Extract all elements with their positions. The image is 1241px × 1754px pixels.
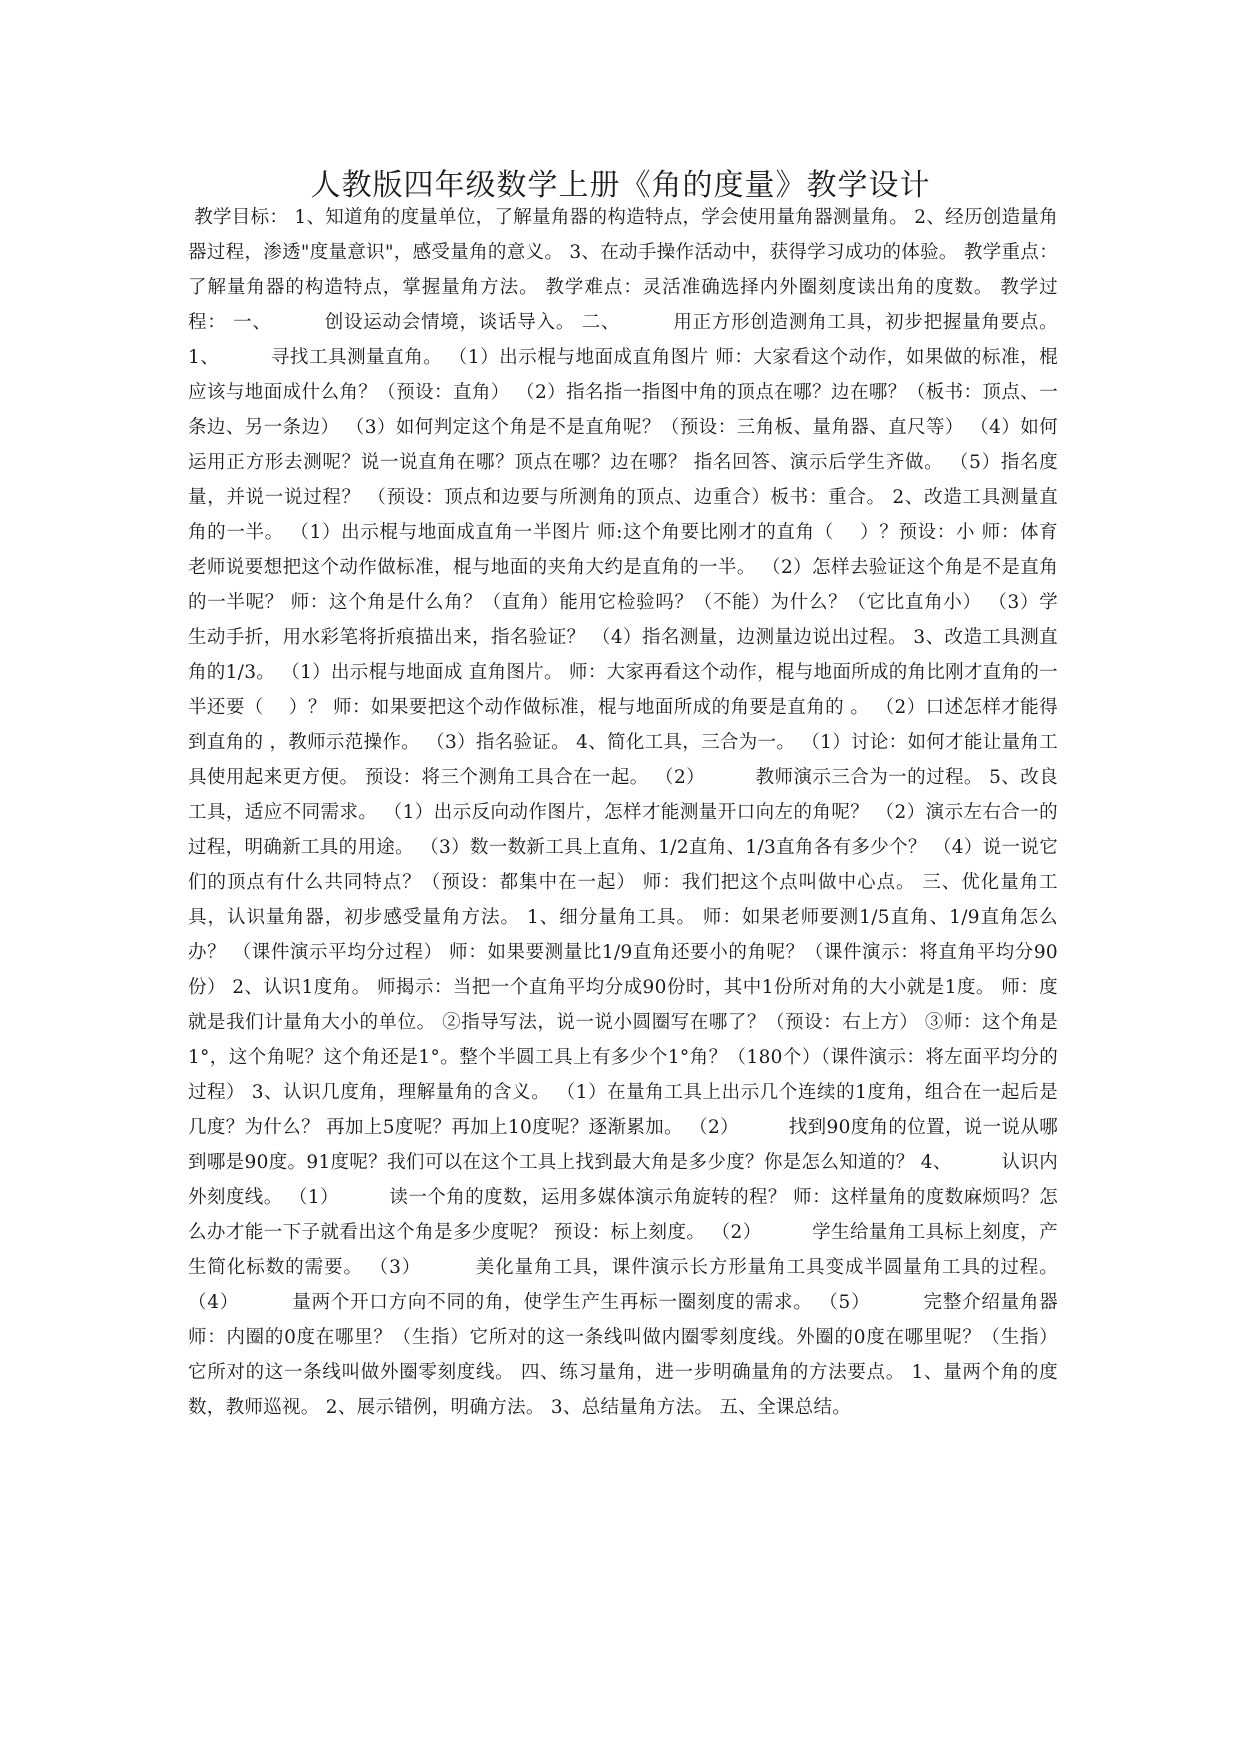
- document-title: 人教版四年级数学上册《角的度量》教学设计: [310, 168, 931, 203]
- document-body: 教学目标： 1、知道角的度量单位，了解量角器的构造特点，学会使用量角器测量角。 2、经历创造量角器过程，渗透"度量意识"，感受量角的意义。 3、在动手操作活动中，获得学习成功的体验。 教学重点：了解量角器的构造特点，掌握量角方法。 教学难点：灵活准确选择内外圈刻度读出角的度数。 教学过程： 一、 创设运动会情境，谈话导入。 二、 用正方形创造测角工具，初步把握量角要点。 1、 寻找工具测量直角。 （1）出示棍与地面成直角图片 师：大家看这个动作，如果做的标准，棍应该与地面成什么角？（预设：直角） （2）指名指一指图中角的顶点在哪？边在哪？（板书：顶点、一条边、另一条边） （3）如何判定这个角是不是直角呢？（预设：三角板、量角器、直尺等） （4）如何运用正方形去测呢？说一说直角在哪？顶点在哪？边在哪？ 指名回答、演示后学生齐做。 （5）指名度量，并说一说过程？ （预设：顶点和边要与所测角的顶点、边重合）板书：重合。 2、改造工具测量直角的一半。 （1）出示棍与地面成直角一半图片 师:这个角要比刚才的直角（ ）？预设：小 师：体育老师说要想把这个动作做标准，棍与地面的夹角大约是直角的一半。 （2）怎样去验证这个角是不是直角的一半呢？ 师：这个角是什么角？（直角）能用它检验吗？（不能）为什么？（它比直角小） （3）学生动手折，用水彩笔将折痕描出来，指名验证？ （4）指名测量，边测量边说出过程。 3、改造工具测直角的1/3。 （1）出示棍与地面成 直角图片。 师：大家再看这个动作，棍与地面所成的角比刚才直角的一半还要（ ）？ 师：如果要把这个动作做标准，棍与地面所成的角要是直角的 。 （2）口述怎样才能得到直角的 ，教师示范操作。 （3）指名验证。 4、简化工具，三合为一。 （1）讨论：如何才能让量角工具使用起来更方便。 预设：将三个测角工具合在一起。 （2） 教师演示三合为一的过程。 5、改良工具，适应不同需求。 （1）出示反向动作图片，怎样才能测量开口向左的角呢？ （2）演示左右合一的过程，明确新工具的用途。 （3）数一数新工具上直角、1/2直角、1/3直角各有多少个？ （4）说一说它们的顶点有什么共同特点？（预设：都集中在一起） 师：我们把这个点叫做中心点。 三、优化量角工具，认识量角器，初步感受量角方法。 1、细分量角工具。 师：如果老师要测1/5直角、1/9直角怎么办？ （课件演示平均分过程） 师：如果要测量比1/9直角还要小的角呢？（课件演示：将直角平均分90份） 2、认识1度角。 师揭示：当把一个直角平均分成90份时，其中1份所对角的大小就是1度。 师：度就是我们计量角大小的单位。 ②指导写法，说一说小圆圈写在哪了？（预设：右上方） ③师：这个角是1°，这个角呢？这个角还是1°。整个半圆工具上有多少个1°角？（180个）（课件演示：将左面平均分的过程） 3、认识几度角，理解量角的含义。 （1）在量角工具上出示几个连续的1度角，组合在一起后是几度？为什么？ 再加上5度呢？再加上10度呢？逐渐累加。 （2） 找到90度角的位置，说一说从哪到哪是90度。91度呢？我们可以在这个工具上找到最大角是多少度？你是怎么知道的？ 4、 认识内外刻度线。 （1） 读一个角的度数，运用多媒体演示角旋转的程？ 师：这样量角的度数麻烦吗？怎么办才能一下子就看出这个角是多少度呢？ 预设：标上刻度。 （2） 学生给量角工具标上刻度，产生简化标数的需要。 （3） 美化量角工具，课件演示长方形量角工具变成半圆量角工具的过程。 （4） 量两个开口方向不同的角，使学生产生再标一圈刻度的需求。 （5） 完整介绍量角器 师：内圈的0度在哪里？（生指）它所对的这一条线叫做内圈零刻度线。外圈的0度在哪里呢？（生指）它所对的这一条线叫做外圈零刻度线。 四、练习量角，进一步明确量角的方法要点。 1、量两个角的度数，教师巡视。 2、展示错例，明确方法。 3、总结量角方法。 五、全课总结。: [188, 207, 1065, 1418]
